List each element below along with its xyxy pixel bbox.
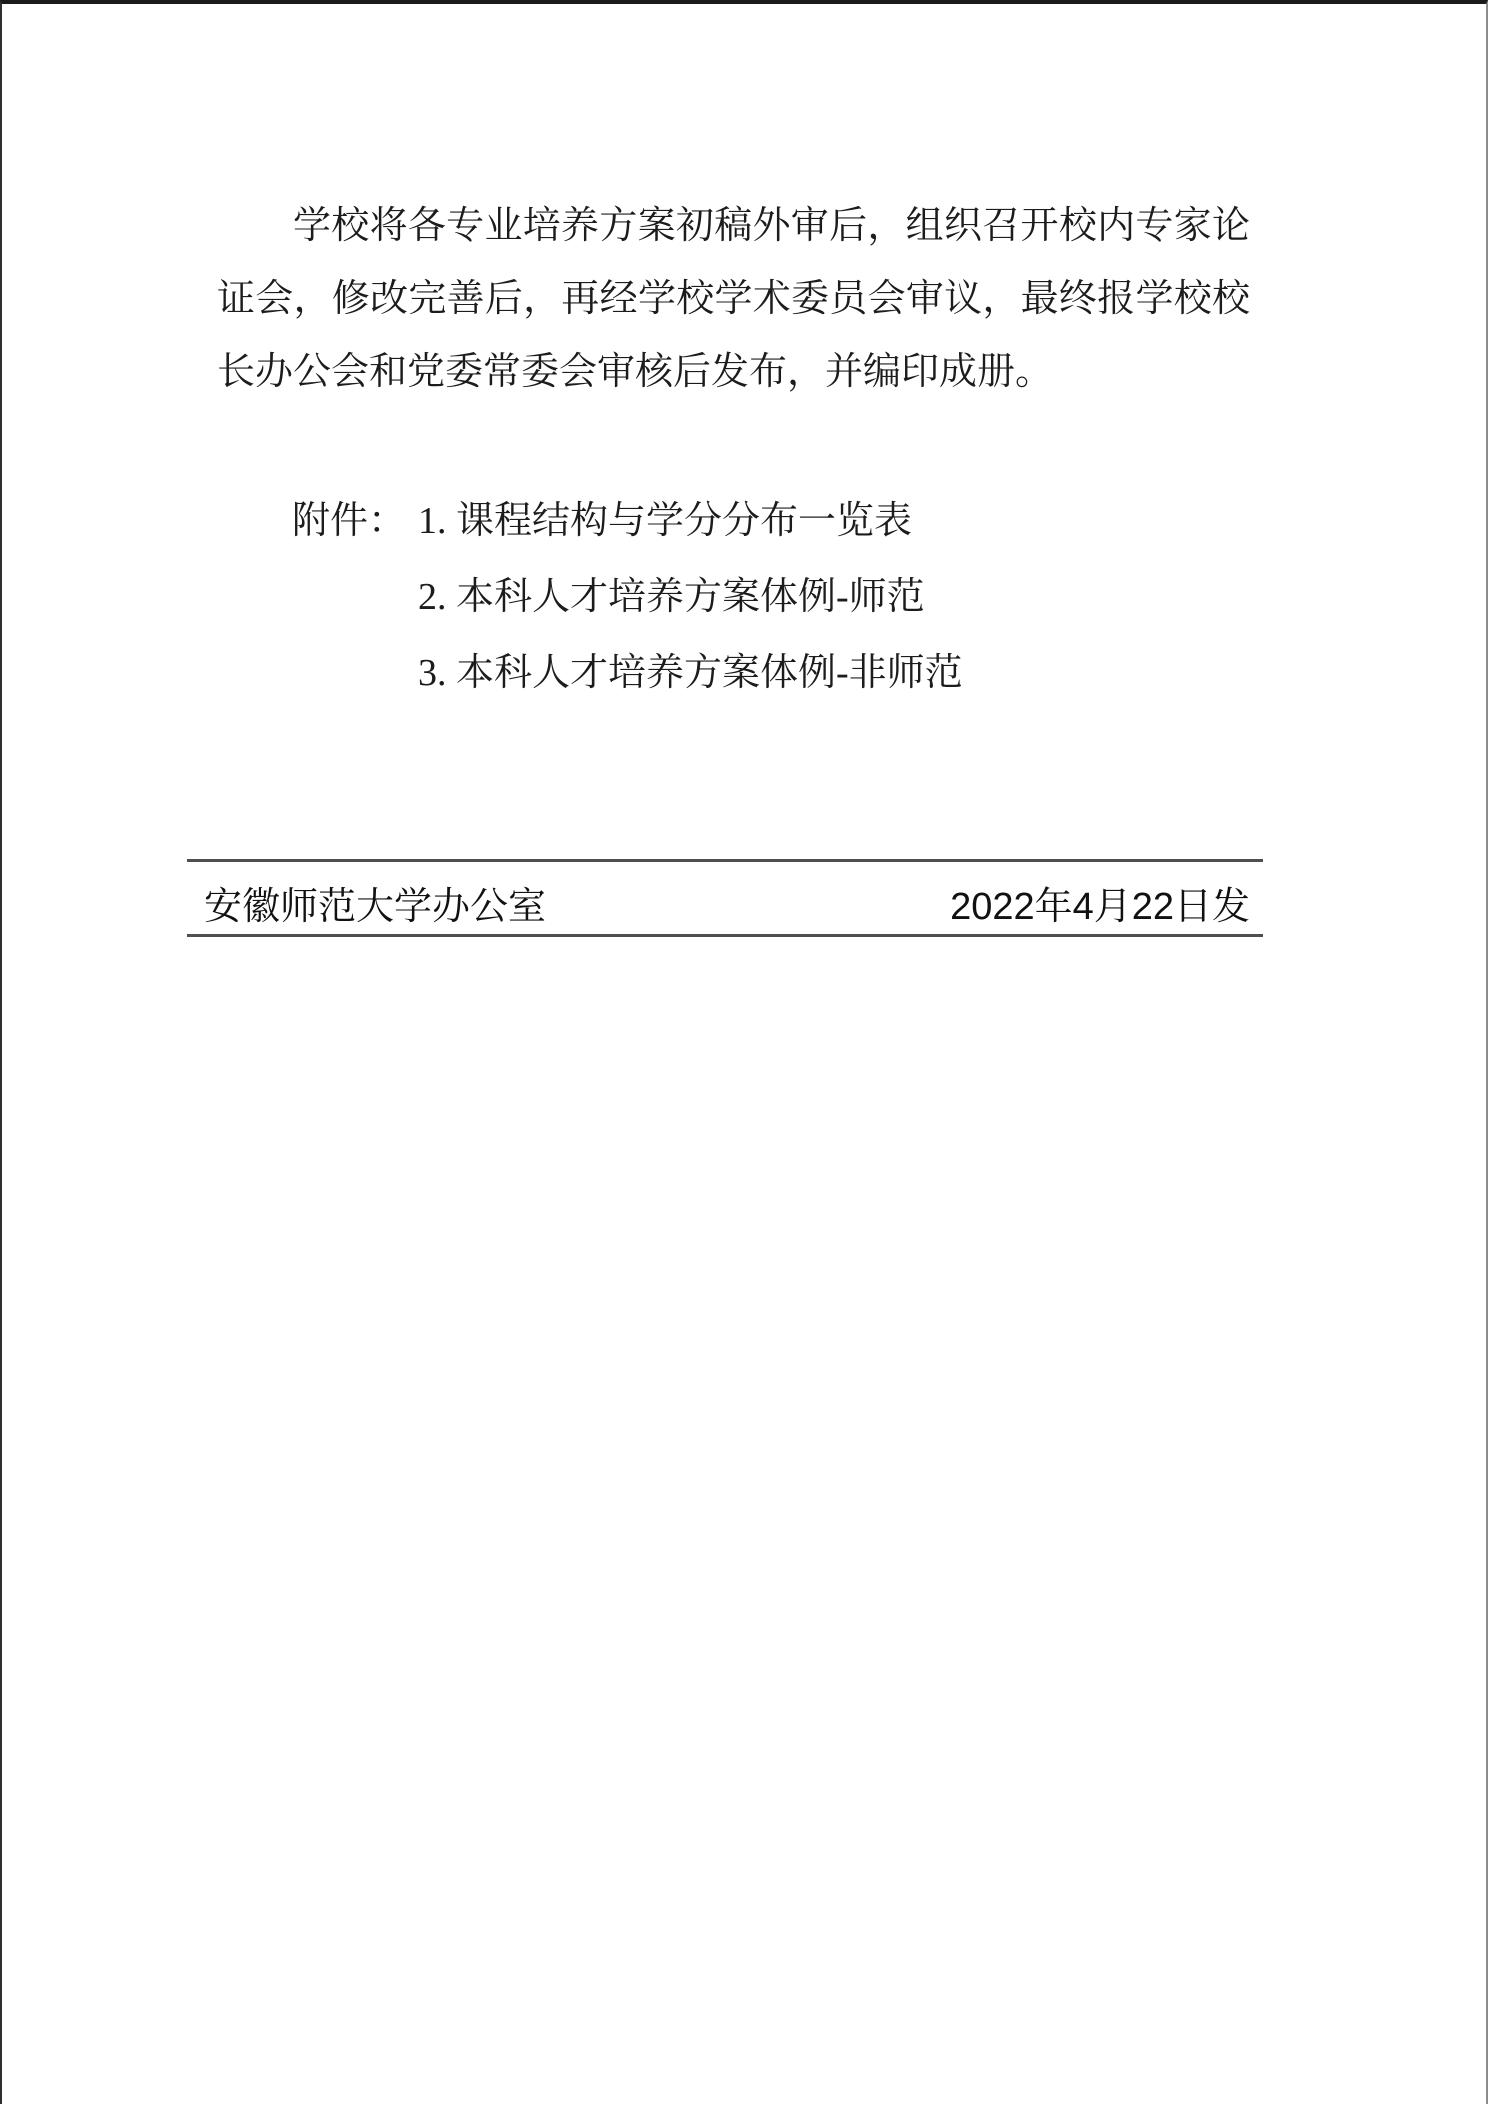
attachment-row-1 <box>292 483 1486 559</box>
attachment-row-2 <box>292 559 1486 635</box>
attachment-item-1: 1. 课程结构与学分分布一览表 <box>418 500 913 542</box>
paragraph-line-1: 学校将各专业培养方案初稿外审后，组织召开校内专家论 <box>293 205 1250 247</box>
attachments-label-spacer <box>292 559 418 635</box>
document-body <box>217 4 1250 409</box>
issuing-office: 安徽师范大学办公室 <box>204 885 547 928</box>
attachments-section <box>292 483 1486 711</box>
paragraph-line-3: 长办公会和党委常委会审核后发布，并编印成册。 <box>217 351 1054 393</box>
colophon-bar <box>187 859 1263 937</box>
attachment-row-3 <box>292 635 1486 711</box>
attachment-item-2: 2. 本科人才培养方案体例-师范 <box>418 576 925 618</box>
attachments-label: 附件： <box>292 500 407 542</box>
attachments-label-spacer <box>292 635 418 711</box>
attachment-item-3: 3. 本科人才培养方案体例-非师范 <box>418 652 963 694</box>
paragraph-line-2: 证会，修改完善后，再经学校学术委员会审议，最终报学校校 <box>217 278 1250 320</box>
issue-date: 2022年4月22日发 <box>950 885 1250 928</box>
